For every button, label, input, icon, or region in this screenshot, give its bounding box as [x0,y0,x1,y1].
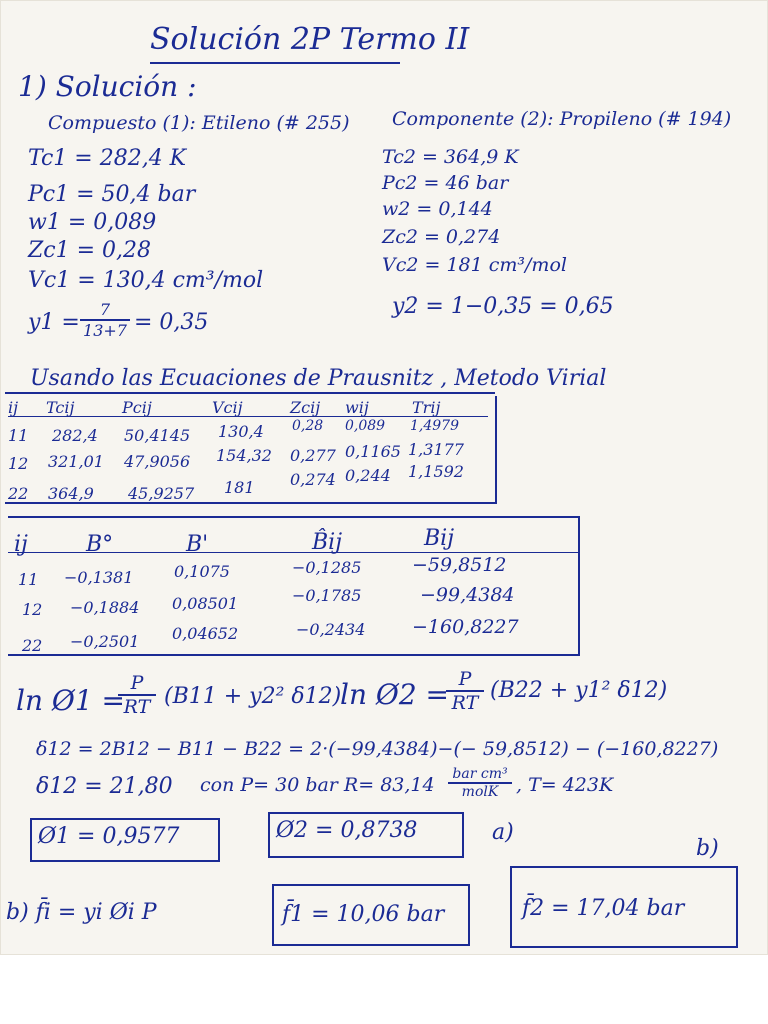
phi1-p-over-rt [118,672,156,718]
component2-w: w2 = 0,144 [382,198,493,220]
method-underline [5,392,495,394]
component1-y-lhs: y1 = [28,310,80,335]
table1-header-zc: Zcij [290,398,321,417]
phi2-equation-lhs: ln Ø2 = [340,678,450,711]
component1-w: w1 = 0,089 [28,210,157,235]
delta-value: δ12 = 21,80 [36,774,173,799]
phi1-equation-lhs: ln Ø1 = [16,684,126,717]
f2-result: f̄2 = 17,04 bar [522,896,685,921]
table-cell: 1,3177 [408,440,464,459]
component1-y-fraction [80,300,130,340]
table-cell: 12 [22,600,43,619]
part-b-label: b) [696,836,719,861]
table-cell: 22 [8,484,29,503]
table2-header-bij: Bij [424,526,455,551]
component2-pc: Pc2 = 46 bar [382,172,509,194]
table-cell: 0,04652 [172,624,239,643]
method-heading: Usando las Ecuaciones de Prausnitz , Metodo Virial [30,366,607,391]
table-cell: 47,9056 [124,452,191,471]
phi2-result: Ø2 = 0,8738 [276,818,418,843]
component2-y: y2 = 1−0,35 = 0,65 [392,294,614,319]
fugacity-definition: b) f̄i = yi Øi P [6,900,157,925]
component2-header: Componente (2): Propileno (# 194) [392,108,732,130]
component1-header: Compuesto (1): Etileno (# 255) [48,112,350,134]
table1-header-w: wij [345,398,369,417]
component1-y-rhs: = 0,35 [134,310,209,335]
fraction-numerator: P [118,672,156,696]
fraction-denominator: RT [451,692,479,714]
fraction-denominator: RT [123,696,151,718]
table1-header-tc: Tcij [46,398,75,417]
gas-constant-units [448,766,512,800]
fraction-numerator: P [446,668,484,692]
table-cell: 45,9257 [128,484,195,503]
table2-header-b1: B' [186,532,209,557]
component1-zc: Zc1 = 0,28 [28,238,152,263]
table2-header-ij: ij [14,532,28,557]
phi2-equation-rhs: (B22 + y1² δ12) [490,678,668,703]
component2-vc: Vc2 = 181 cm³/mol [382,254,567,276]
component1-vc: Vc1 = 130,4 cm³/mol [28,268,264,293]
temperature: , T= 423K [516,774,614,796]
table-cell: 154,32 [216,446,272,465]
table-cell: −0,2434 [296,620,366,639]
table-cell: 0,28 [292,418,324,434]
table-cell: 321,01 [48,452,104,471]
fraction-denominator: 13+7 [83,321,127,340]
table-cell: 0,1165 [345,442,401,461]
table1-header-tr: Trij [412,398,441,417]
table2-header-b0: B° [86,532,114,557]
f1-result: f̄1 = 10,06 bar [282,902,445,927]
component1-tc: Tc1 = 282,4 K [28,146,187,171]
conditions: con P= 30 bar R= 83,14 [200,774,435,796]
units-denominator: molK [461,784,499,800]
table-cell: 11 [8,426,29,445]
page-title: Solución 2P Termo II [150,22,470,57]
table1-header-pc: Pcij [122,398,152,417]
table-cell: 1,4979 [410,418,459,434]
table-cell: 181 [224,478,255,497]
component2-tc: Tc2 = 364,9 K [382,146,519,168]
phi1-equation-rhs: (B11 + y2² δ12) [164,684,342,709]
fraction-numerator: 7 [80,300,130,321]
table-cell: 0,1075 [174,562,230,581]
table-cell: −0,2501 [70,632,140,651]
table-cell: −0,1381 [64,568,134,587]
table-cell: 0,277 [290,446,336,465]
units-numerator: bar cm³ [448,766,512,784]
phi2-p-over-rt [446,668,484,714]
part-a-label: a) [492,820,514,845]
section-heading: 1) Solución : [18,70,197,103]
table-cell: −160,8227 [412,616,519,638]
table1-header-vc: Vcij [212,398,243,417]
component1-pc: Pc1 = 50,4 bar [28,182,196,207]
table-cell: −0,1785 [292,586,362,605]
phi1-result: Ø1 = 0,9577 [38,824,180,849]
table-cell: 0,089 [345,418,386,434]
table-cell: 364,9 [48,484,94,503]
table-cell: 0,244 [345,466,391,485]
table-cell: 1,1592 [408,462,464,481]
table-cell: 282,4 [52,426,98,445]
table-cell: 0,08501 [172,594,239,613]
title-underline [150,62,400,64]
table-cell: −59,8512 [412,554,507,576]
table1-header-ij: ij [8,398,19,417]
table-cell: 0,274 [290,470,336,489]
table-cell: −99,4384 [420,584,515,606]
table-cell: 50,4145 [124,426,191,445]
table-cell: 12 [8,454,29,473]
table-cell: −0,1884 [70,598,140,617]
table-cell: 22 [22,636,43,655]
delta-definition: δ12 = 2B12 − B11 − B22 = 2·(−99,4384)−(− 59,8512) − (−160,8227) [36,738,719,760]
table2-header-bhat: B̂ij [312,530,343,555]
component2-zc: Zc2 = 0,274 [382,226,501,248]
table-cell: 130,4 [218,422,264,441]
table-cell: −0,1285 [292,558,362,577]
table-cell: 11 [18,570,39,589]
